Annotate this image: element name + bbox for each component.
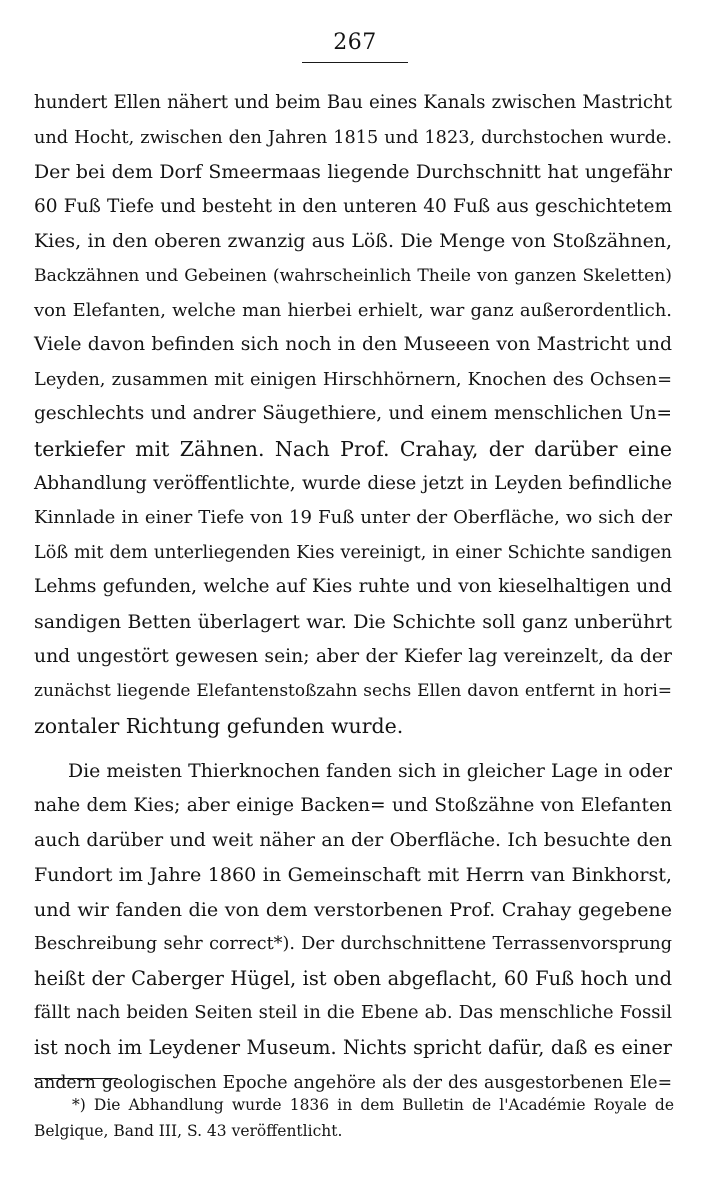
text-line: Der bei dem Dorf Smeermaas liegende Durchschnitt hat ungefähr (34, 161, 672, 184)
text-line: andern geologischen Epoche angehöre als der des ausgestorbenen Ele= (34, 1072, 672, 1093)
text-line: geschlechts und andrer Säugethiere, und einem menschlichen Un= (34, 403, 672, 425)
text-line: hundert Ellen nähert und beim Bau eines Kanals zwischen Mastricht (34, 92, 672, 113)
text-line: ist noch im Leydener Museum. Nichts spricht dafür, daß es einer (34, 1036, 672, 1060)
page-number: 267 (333, 30, 377, 55)
text-line: Die meisten Thierknochen fanden sich in gleicher Lage in oder (68, 760, 672, 783)
text-line: zunächst liegende Elefantenstoßzahn sechs Ellen davon entfernt in hori= (34, 681, 672, 702)
text-line: Beschreibung sehr correct*). Der durchschnittene Terrassenvorsprung (34, 934, 672, 955)
text-line: terkiefer mit Zähnen. Nach Prof. Crahay, der darüber eine (34, 436, 672, 461)
text-line: auch darüber und weit näher an der Oberfläche. Ich besuchte den (34, 829, 672, 852)
text-line: und Hocht, zwischen den Jahren 1815 und 1823, durchstochen wurde. (34, 127, 672, 148)
body-text (34, 86, 672, 1111)
text-line: Backzähnen und Gebeinen (wahrscheinlich Theile von ganzen Skeletten) (34, 265, 672, 286)
text-line: fällt nach beiden Seiten steil in die Ebene ab. Das menschliche Fossil (34, 1002, 672, 1024)
text-line: und wir fanden die von dem verstorbenen Prof. Crahay gegebene (34, 897, 672, 921)
paragraph-2 (34, 754, 672, 1100)
text-line: Löß mit dem unterliegenden Kies vereinigt, in einer Schichte sandigen (34, 542, 672, 563)
text-line: Fundort im Jahre 1860 in Gemeinschaft mit Herrn van Binkhorst, (34, 863, 672, 887)
text-line: Leyden, zusammen mit einigen Hirschhörnern, Knochen des Ochsen= (34, 368, 672, 390)
text-line: Lehms gefunden, welche auf Kies ruhte und von kieselhaltigen und (34, 576, 672, 598)
page-number-rule (302, 62, 408, 63)
text-line: Abhandlung veröffentlichte, wurde diese jetzt in Leyden befindliche (34, 472, 672, 494)
text-line: und ungestört gewesen sein; aber der Kiefer lag vereinzelt, da der (34, 645, 672, 667)
text-line: Viele davon befinden sich noch in den Museeen von Mastricht und (34, 334, 672, 356)
footnote-line: *) Die Abhandlung wurde 1836 in dem Bulletin de l'Académie Royale de (72, 1096, 674, 1114)
text-line: von Elefanten, welche man hierbei erhielt, war ganz außerordentlich. (34, 299, 672, 321)
text-line: zontaler Richtung gefunden wurde. (34, 713, 404, 738)
footnote (34, 1092, 674, 1144)
text-line: Kies, in den oberen zwanzig aus Löß. Die Menge von Stoßzähnen, (34, 230, 672, 253)
text-line: heißt der Caberger Hügel, ist oben abgeflacht, 60 Fuß hoch und (34, 966, 672, 990)
text-line: nahe dem Kies; aber einige Backen= und Stoßzähne von Elefanten (34, 794, 672, 816)
paragraph-1 (34, 86, 672, 743)
text-line: sandigen Betten überlagert war. Die Schichte soll ganz unberührt (34, 610, 672, 633)
text-line: Kinnlade in einer Tiefe von 19 Fuß unter der Oberfläche, wo sich der (34, 507, 672, 529)
footnote-rule (34, 1078, 118, 1079)
footnote-line: Belgique, Band III, S. 43 veröffentlicht. (34, 1122, 343, 1140)
text-line: 60 Fuß Tiefe und besteht in den unteren 40 Fuß aus geschichtetem (34, 195, 672, 217)
